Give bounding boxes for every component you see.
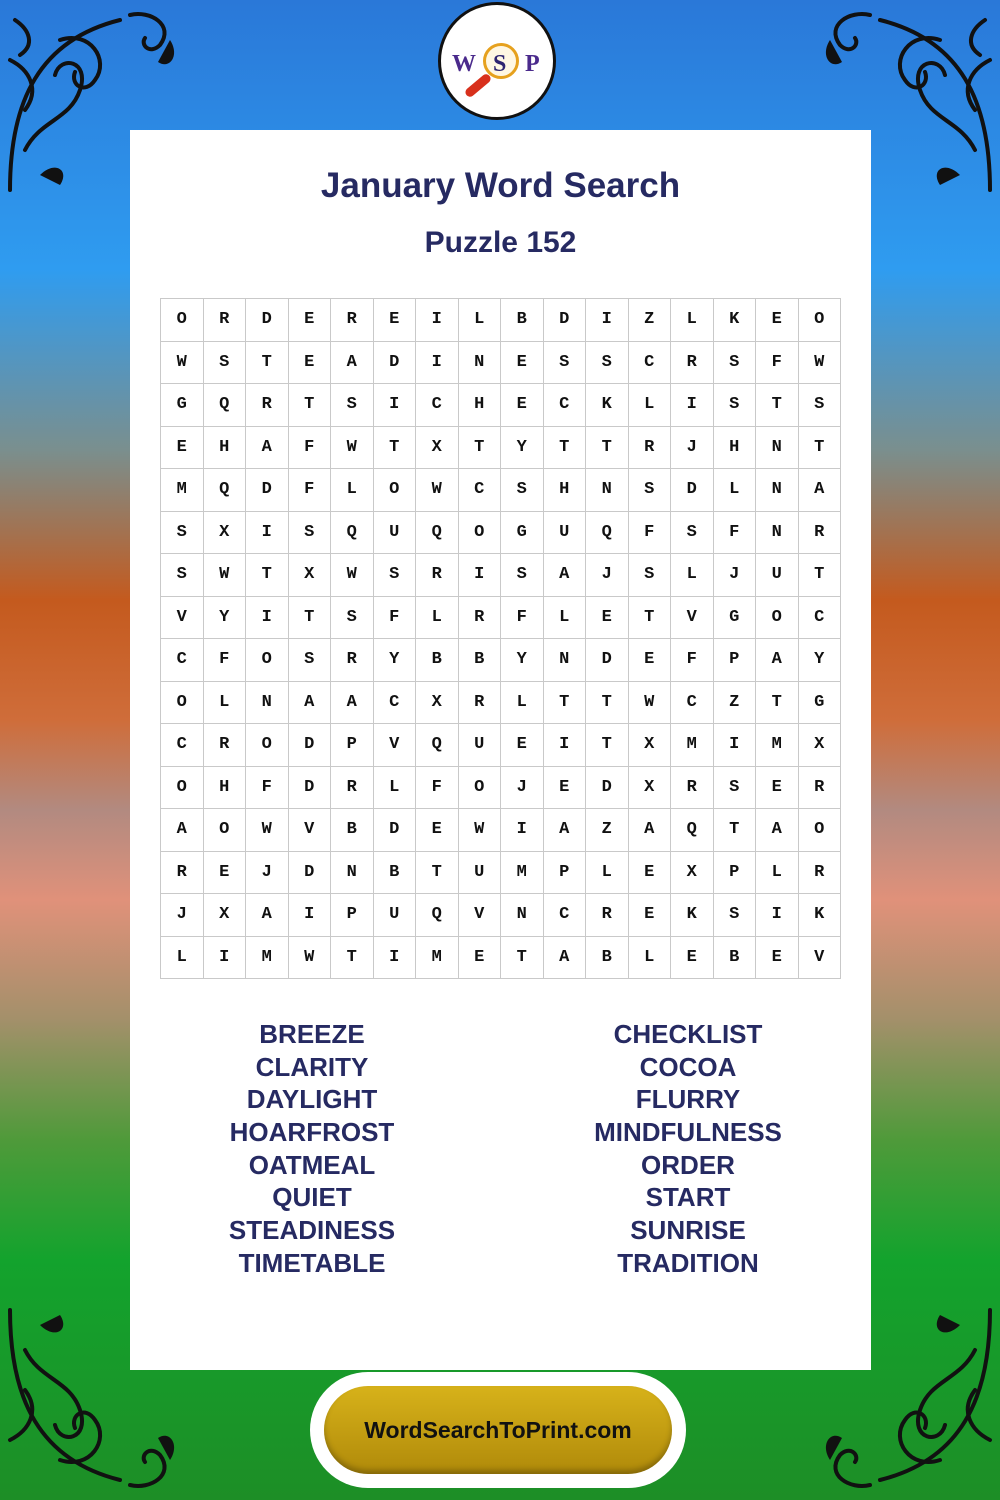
grid-cell[interactable]: O <box>374 469 417 512</box>
grid-cell[interactable]: L <box>671 554 714 597</box>
grid-cell[interactable]: V <box>671 597 714 640</box>
grid-cell[interactable]: S <box>204 342 247 385</box>
grid-cell[interactable]: I <box>501 809 544 852</box>
grid-cell[interactable]: F <box>289 469 332 512</box>
grid-cell[interactable]: T <box>586 682 629 725</box>
grid-cell[interactable]: T <box>501 937 544 980</box>
grid-cell[interactable]: L <box>331 469 374 512</box>
website-link[interactable]: WordSearchToPrint.com <box>364 1416 632 1443</box>
grid-cell[interactable]: G <box>161 384 204 427</box>
grid-cell[interactable]: T <box>459 427 502 470</box>
word-item: CHECKLIST <box>613 1019 763 1049</box>
grid-cell[interactable]: L <box>714 469 757 512</box>
grid-cell[interactable]: M <box>246 937 289 980</box>
grid-cell[interactable]: G <box>714 597 757 640</box>
grid-cell[interactable]: C <box>671 682 714 725</box>
grid-cell[interactable]: H <box>544 469 587 512</box>
grid-cell[interactable]: W <box>799 342 842 385</box>
word-item: SUNRISE <box>630 1215 746 1246</box>
grid-cell[interactable]: I <box>374 384 417 427</box>
grid-cell[interactable]: S <box>161 554 204 597</box>
grid-cell[interactable]: O <box>459 512 502 555</box>
grid-cell[interactable]: L <box>671 299 714 342</box>
grid-cell[interactable]: X <box>204 512 247 555</box>
grid-cell[interactable]: D <box>671 469 714 512</box>
grid-cell[interactable]: W <box>629 682 672 725</box>
grid-cell[interactable]: S <box>331 384 374 427</box>
grid-cell[interactable]: Q <box>416 724 459 767</box>
word-item: QUIET <box>272 1182 352 1213</box>
grid-cell[interactable]: W <box>204 554 247 597</box>
word-item: STEADINESS <box>228 1215 396 1246</box>
grid-cell[interactable]: I <box>204 937 247 980</box>
grid-cell[interactable]: L <box>161 937 204 980</box>
grid-cell[interactable]: D <box>289 852 332 895</box>
word-item: CLARITY <box>255 1051 369 1082</box>
grid-cell[interactable]: C <box>374 682 417 725</box>
grid-cell[interactable]: U <box>756 554 799 597</box>
grid-cell[interactable]: K <box>586 384 629 427</box>
grid-cell[interactable]: V <box>161 597 204 640</box>
grid-cell[interactable]: F <box>756 342 799 385</box>
grid-cell[interactable]: A <box>289 682 332 725</box>
grid-cell[interactable]: G <box>799 682 842 725</box>
grid-cell[interactable]: L <box>629 937 672 980</box>
grid-cell[interactable]: B <box>459 639 502 682</box>
grid-cell[interactable]: S <box>714 384 757 427</box>
grid-cell[interactable]: Y <box>501 427 544 470</box>
grid-cell[interactable]: B <box>501 299 544 342</box>
grid-cell[interactable]: I <box>459 554 502 597</box>
grid-cell[interactable]: S <box>586 342 629 385</box>
grid-cell[interactable]: S <box>331 597 374 640</box>
grid-cell[interactable]: E <box>756 299 799 342</box>
grid-cell[interactable]: G <box>501 512 544 555</box>
grid-cell[interactable]: E <box>629 894 672 937</box>
grid-cell[interactable]: E <box>501 342 544 385</box>
grid-cell[interactable]: D <box>544 299 587 342</box>
grid-cell[interactable]: K <box>671 894 714 937</box>
grid-cell[interactable]: N <box>246 682 289 725</box>
grid-cell[interactable]: V <box>289 809 332 852</box>
word-item: DAYLIGHT <box>246 1084 378 1115</box>
grid-cell[interactable]: I <box>756 894 799 937</box>
grid-cell[interactable]: R <box>799 512 842 555</box>
word-item: TIMETABLE <box>238 1247 386 1278</box>
grid-cell[interactable]: R <box>799 852 842 895</box>
grid-cell[interactable]: J <box>714 554 757 597</box>
grid-cell[interactable]: Y <box>501 639 544 682</box>
grid-cell[interactable]: F <box>671 639 714 682</box>
grid-cell[interactable]: J <box>671 427 714 470</box>
grid-cell[interactable]: P <box>714 639 757 682</box>
grid-cell[interactable]: L <box>459 299 502 342</box>
grid-cell[interactable]: J <box>161 894 204 937</box>
grid-cell[interactable]: H <box>714 427 757 470</box>
grid-cell[interactable]: E <box>416 809 459 852</box>
grid-cell[interactable]: E <box>204 852 247 895</box>
grid-cell[interactable]: L <box>544 597 587 640</box>
word-item: HOARFROST <box>229 1117 395 1148</box>
grid-cell[interactable]: E <box>289 342 332 385</box>
grid-cell[interactable]: L <box>204 682 247 725</box>
grid-cell[interactable]: F <box>416 767 459 810</box>
grid-cell[interactable]: D <box>289 724 332 767</box>
grid-cell[interactable]: S <box>629 554 672 597</box>
grid-cell[interactable]: Y <box>374 639 417 682</box>
grid-cell[interactable]: X <box>289 554 332 597</box>
grid-cell[interactable]: T <box>799 554 842 597</box>
grid-cell[interactable]: F <box>204 639 247 682</box>
grid-cell[interactable]: Z <box>586 809 629 852</box>
grid-cell[interactable]: O <box>161 299 204 342</box>
grid-cell[interactable]: N <box>756 512 799 555</box>
grid-cell[interactable]: T <box>289 384 332 427</box>
grid-cell[interactable]: E <box>501 384 544 427</box>
grid-cell[interactable]: V <box>374 724 417 767</box>
grid-cell[interactable]: B <box>416 639 459 682</box>
grid-cell[interactable]: R <box>331 299 374 342</box>
grid-cell[interactable]: X <box>204 894 247 937</box>
grid-cell[interactable]: Q <box>331 512 374 555</box>
grid-cell[interactable]: J <box>501 767 544 810</box>
grid-cell[interactable]: B <box>714 937 757 980</box>
grid-cell[interactable]: R <box>331 639 374 682</box>
word-item: ORDER <box>641 1149 735 1180</box>
grid-cell[interactable]: E <box>374 299 417 342</box>
grid-cell[interactable]: O <box>204 809 247 852</box>
grid-cell[interactable]: S <box>289 512 332 555</box>
grid-cell[interactable]: K <box>799 894 842 937</box>
grid-cell[interactable]: F <box>374 597 417 640</box>
grid-cell[interactable]: S <box>501 469 544 512</box>
grid-cell[interactable]: A <box>544 554 587 597</box>
grid-cell[interactable]: I <box>671 384 714 427</box>
word-item: TRADITION <box>617 1247 759 1278</box>
grid-cell[interactable]: A <box>161 809 204 852</box>
grid-cell[interactable]: E <box>629 852 672 895</box>
grid-cell[interactable]: S <box>714 894 757 937</box>
grid-cell[interactable]: N <box>544 639 587 682</box>
grid-cell[interactable]: W <box>246 809 289 852</box>
grid-cell[interactable]: V <box>459 894 502 937</box>
grid-cell[interactable]: N <box>331 852 374 895</box>
grid-cell[interactable]: C <box>459 469 502 512</box>
grid-cell[interactable]: T <box>756 682 799 725</box>
grid-cell[interactable]: A <box>331 682 374 725</box>
grid-cell[interactable]: I <box>416 299 459 342</box>
grid-cell[interactable]: Z <box>629 299 672 342</box>
grid-cell[interactable]: K <box>714 299 757 342</box>
grid-cell[interactable]: F <box>501 597 544 640</box>
grid-cell[interactable]: H <box>204 767 247 810</box>
grid-cell[interactable]: R <box>799 767 842 810</box>
grid-cell[interactable]: W <box>459 809 502 852</box>
grid-cell[interactable]: Y <box>204 597 247 640</box>
word-item: MINDFULNESS <box>594 1117 782 1148</box>
grid-cell[interactable]: T <box>544 427 587 470</box>
grid-cell[interactable]: J <box>246 852 289 895</box>
puzzle-panel <box>130 130 871 1370</box>
grid-cell[interactable]: I <box>246 597 289 640</box>
grid-cell[interactable]: A <box>756 639 799 682</box>
grid-cell[interactable]: A <box>756 809 799 852</box>
grid-cell[interactable]: I <box>586 299 629 342</box>
grid-cell[interactable]: O <box>799 809 842 852</box>
grid-cell[interactable]: X <box>629 724 672 767</box>
grid-cell[interactable]: I <box>289 894 332 937</box>
grid-cell[interactable]: T <box>289 597 332 640</box>
grid-cell[interactable]: R <box>204 724 247 767</box>
grid-cell[interactable]: E <box>501 724 544 767</box>
grid-cell[interactable]: M <box>416 937 459 980</box>
grid-cell[interactable]: M <box>161 469 204 512</box>
grid-cell[interactable]: R <box>416 554 459 597</box>
grid-cell[interactable]: E <box>161 427 204 470</box>
grid-cell[interactable]: Y <box>799 639 842 682</box>
puzzle-title: January Word Search <box>320 166 681 205</box>
grid-cell[interactable]: J <box>586 554 629 597</box>
grid-cell[interactable]: D <box>374 809 417 852</box>
grid-cell[interactable]: F <box>714 512 757 555</box>
grid-cell[interactable]: N <box>459 342 502 385</box>
grid-cell[interactable]: T <box>799 427 842 470</box>
grid-cell[interactable]: O <box>161 767 204 810</box>
grid-cell[interactable]: O <box>799 299 842 342</box>
grid-cell[interactable]: D <box>586 767 629 810</box>
grid-cell[interactable]: W <box>289 937 332 980</box>
grid-cell[interactable]: Q <box>204 384 247 427</box>
grid-cell[interactable]: E <box>586 597 629 640</box>
grid-cell[interactable]: Q <box>204 469 247 512</box>
word-item: BREEZE <box>259 1019 365 1049</box>
grid-cell[interactable]: F <box>289 427 332 470</box>
grid-cell[interactable]: P <box>714 852 757 895</box>
grid-cell[interactable]: C <box>416 384 459 427</box>
grid-cell[interactable]: D <box>586 639 629 682</box>
grid-cell[interactable]: A <box>629 809 672 852</box>
logo-letter-p: P <box>525 51 540 77</box>
grid-cell[interactable]: Q <box>586 512 629 555</box>
grid-cell[interactable]: M <box>501 852 544 895</box>
grid-cell[interactable]: T <box>246 342 289 385</box>
grid-cell[interactable]: W <box>331 554 374 597</box>
grid-cell[interactable]: S <box>799 384 842 427</box>
grid-cell[interactable]: L <box>416 597 459 640</box>
word-item: COCOA <box>639 1051 737 1082</box>
grid-cell[interactable]: R <box>204 299 247 342</box>
grid-cell[interactable]: S <box>544 342 587 385</box>
word-list-right <box>538 1018 838 1280</box>
grid-cell[interactable]: E <box>544 767 587 810</box>
grid-cell[interactable]: N <box>756 469 799 512</box>
grid-cell[interactable]: B <box>586 937 629 980</box>
word-item: OATMEAL <box>248 1149 376 1180</box>
grid-cell[interactable]: T <box>714 809 757 852</box>
grid-cell[interactable]: S <box>374 554 417 597</box>
grid-cell[interactable]: S <box>501 554 544 597</box>
grid-cell[interactable]: U <box>374 512 417 555</box>
grid-cell[interactable]: C <box>544 894 587 937</box>
footer-badge <box>310 1372 686 1488</box>
grid-cell[interactable]: A <box>246 427 289 470</box>
grid-cell[interactable]: T <box>629 597 672 640</box>
grid-cell[interactable]: F <box>246 767 289 810</box>
grid-cell[interactable]: W <box>331 427 374 470</box>
grid-cell[interactable]: E <box>629 639 672 682</box>
grid-cell[interactable]: E <box>459 937 502 980</box>
grid-cell[interactable]: U <box>544 512 587 555</box>
grid-cell[interactable]: L <box>756 852 799 895</box>
grid-cell[interactable]: N <box>501 894 544 937</box>
grid-cell[interactable]: N <box>586 469 629 512</box>
grid-cell[interactable]: H <box>204 427 247 470</box>
grid-cell[interactable]: X <box>629 767 672 810</box>
grid-cell[interactable]: P <box>544 852 587 895</box>
grid-cell[interactable]: I <box>416 342 459 385</box>
grid-cell[interactable]: S <box>289 639 332 682</box>
grid-cell[interactable]: R <box>459 597 502 640</box>
grid-cell[interactable]: A <box>331 342 374 385</box>
grid-cell[interactable]: D <box>289 767 332 810</box>
grid-cell[interactable]: U <box>459 724 502 767</box>
grid-cell[interactable]: D <box>246 299 289 342</box>
grid-cell[interactable]: T <box>331 937 374 980</box>
grid-cell[interactable]: X <box>416 427 459 470</box>
grid-cell[interactable]: U <box>374 894 417 937</box>
grid-cell[interactable]: R <box>671 342 714 385</box>
letter-grid <box>160 298 841 979</box>
grid-cell[interactable]: F <box>629 512 672 555</box>
website-button[interactable] <box>324 1386 672 1474</box>
grid-cell[interactable]: L <box>374 767 417 810</box>
grid-cell[interactable]: R <box>671 767 714 810</box>
grid-cell[interactable]: X <box>416 682 459 725</box>
grid-cell[interactable]: T <box>416 852 459 895</box>
grid-cell[interactable]: V <box>799 937 842 980</box>
grid-cell[interactable]: T <box>586 724 629 767</box>
grid-cell[interactable]: A <box>544 937 587 980</box>
grid-cell[interactable]: E <box>756 937 799 980</box>
word-item: FLURRY <box>635 1084 741 1115</box>
grid-cell[interactable]: L <box>501 682 544 725</box>
grid-cell[interactable]: S <box>671 512 714 555</box>
grid-cell[interactable]: T <box>374 427 417 470</box>
word-item: START <box>645 1182 731 1213</box>
grid-cell[interactable]: I <box>714 724 757 767</box>
grid-cell[interactable]: B <box>374 852 417 895</box>
grid-cell[interactable]: R <box>459 682 502 725</box>
grid-cell[interactable]: T <box>544 682 587 725</box>
grid-cell[interactable]: O <box>246 724 289 767</box>
grid-cell[interactable]: Z <box>714 682 757 725</box>
grid-cell[interactable]: S <box>629 469 672 512</box>
grid-cell[interactable]: R <box>331 767 374 810</box>
grid-cell[interactable]: L <box>586 852 629 895</box>
grid-cell[interactable]: O <box>756 597 799 640</box>
puzzle-number: Puzzle 152 <box>424 226 577 259</box>
grid-cell[interactable]: R <box>586 894 629 937</box>
grid-cell[interactable]: W <box>416 469 459 512</box>
grid-cell[interactable]: T <box>756 384 799 427</box>
grid-cell[interactable]: M <box>671 724 714 767</box>
grid-cell[interactable]: E <box>756 767 799 810</box>
grid-cell[interactable]: E <box>289 299 332 342</box>
grid-cell[interactable]: Q <box>671 809 714 852</box>
grid-cell[interactable]: C <box>799 597 842 640</box>
grid-cell[interactable]: R <box>161 852 204 895</box>
grid-cell[interactable]: R <box>629 427 672 470</box>
grid-cell[interactable]: P <box>331 724 374 767</box>
grid-cell[interactable]: A <box>544 809 587 852</box>
grid-cell[interactable]: A <box>246 894 289 937</box>
grid-cell[interactable]: I <box>246 512 289 555</box>
grid-cell[interactable]: S <box>714 342 757 385</box>
grid-cell[interactable]: W <box>161 342 204 385</box>
grid-cell[interactable]: S <box>714 767 757 810</box>
grid-cell[interactable]: T <box>246 554 289 597</box>
grid-cell[interactable]: B <box>331 809 374 852</box>
logo-letter-s: S <box>493 51 507 77</box>
grid-cell[interactable]: T <box>586 427 629 470</box>
grid-cell[interactable]: D <box>246 469 289 512</box>
grid-cell[interactable]: Q <box>416 512 459 555</box>
grid-cell[interactable]: H <box>459 384 502 427</box>
grid-cell[interactable]: O <box>161 682 204 725</box>
grid-cell[interactable]: X <box>671 852 714 895</box>
grid-cell[interactable]: Q <box>416 894 459 937</box>
grid-cell[interactable]: D <box>374 342 417 385</box>
grid-cell[interactable]: I <box>374 937 417 980</box>
grid-cell[interactable]: S <box>161 512 204 555</box>
grid-cell[interactable]: C <box>161 724 204 767</box>
word-list-left <box>162 1018 462 1280</box>
grid-cell[interactable]: I <box>544 724 587 767</box>
grid-cell[interactable]: C <box>544 384 587 427</box>
grid-cell[interactable]: O <box>246 639 289 682</box>
grid-cell[interactable]: U <box>459 852 502 895</box>
grid-cell[interactable]: A <box>799 469 842 512</box>
grid-cell[interactable]: C <box>161 639 204 682</box>
grid-cell[interactable]: C <box>629 342 672 385</box>
grid-cell[interactable]: R <box>246 384 289 427</box>
logo-letter-w: W <box>452 51 476 77</box>
grid-cell[interactable]: L <box>629 384 672 427</box>
grid-cell[interactable]: X <box>799 724 842 767</box>
grid-cell[interactable]: O <box>459 767 502 810</box>
wsp-logo <box>438 2 556 120</box>
grid-cell[interactable]: E <box>671 937 714 980</box>
grid-cell[interactable]: M <box>756 724 799 767</box>
grid-cell[interactable]: N <box>756 427 799 470</box>
grid-cell[interactable]: P <box>331 894 374 937</box>
